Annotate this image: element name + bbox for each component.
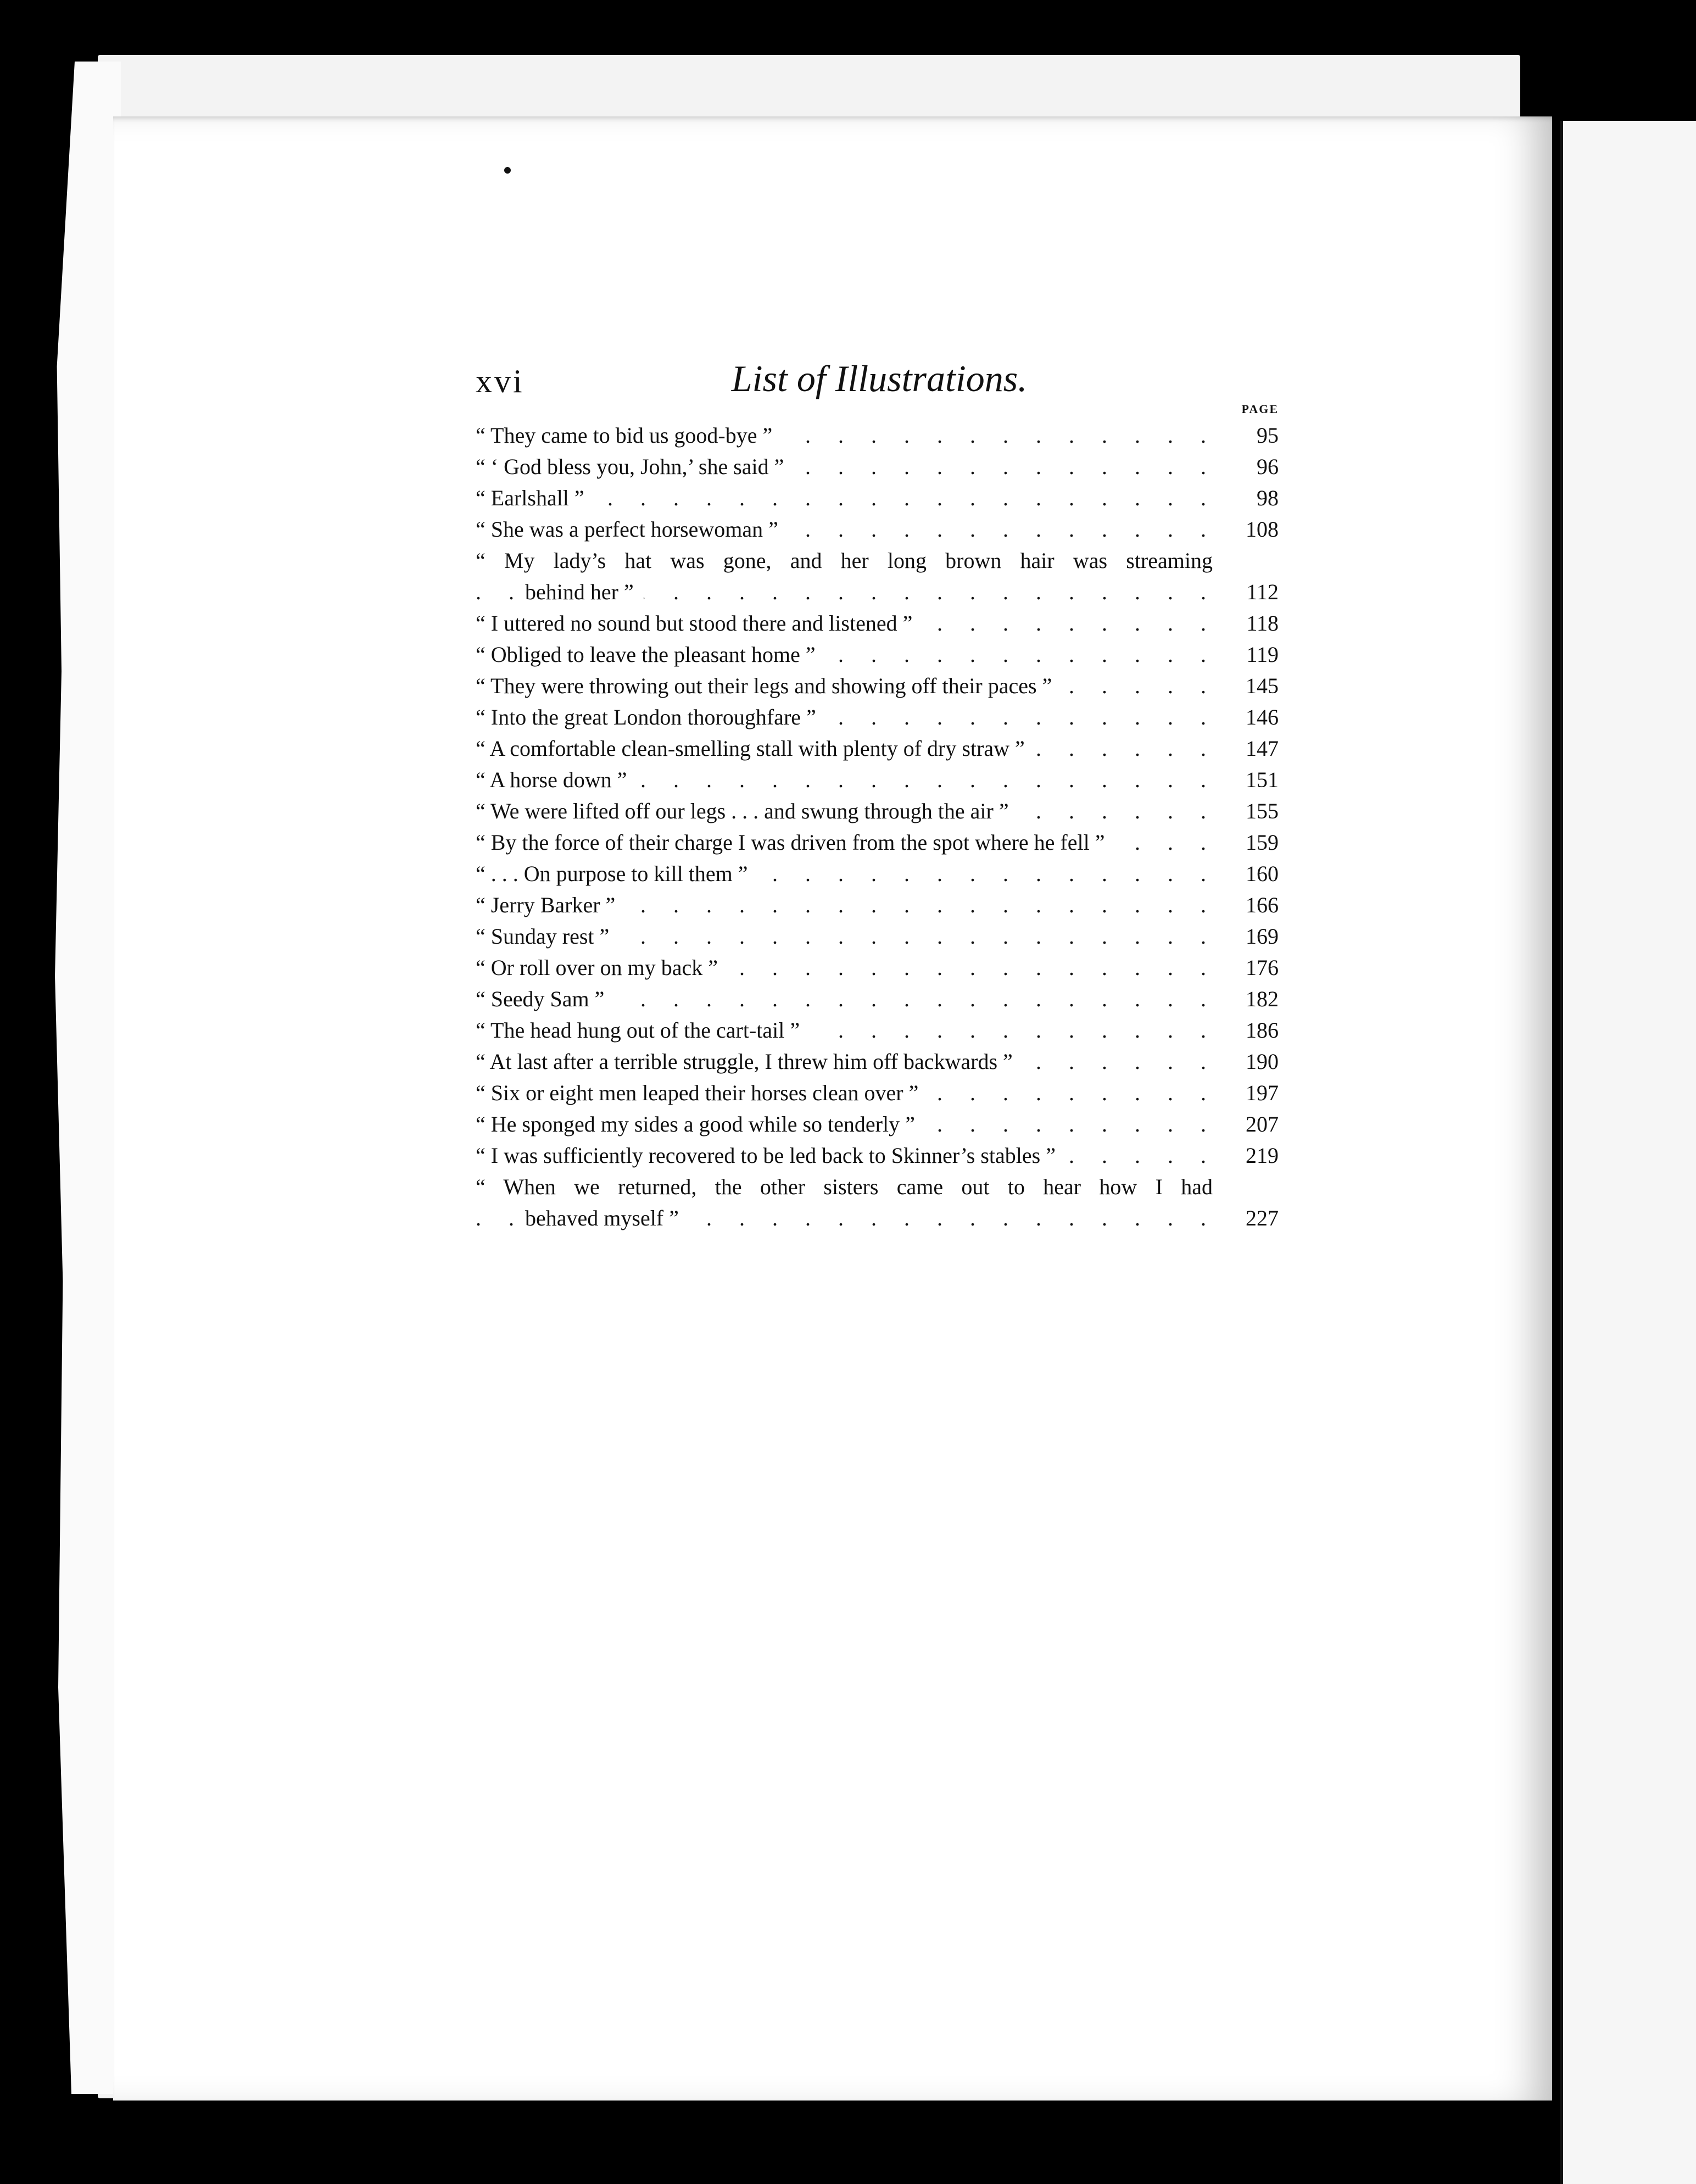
- illustration-caption: “ My lady’s hat was gone, and her long brown hair was streaming: [476, 545, 1213, 576]
- list-item: [476, 827, 1283, 858]
- page-number: 176: [1235, 952, 1279, 983]
- page-number: 95: [1235, 420, 1279, 451]
- list-item: [476, 639, 1283, 670]
- page-number: 145: [1235, 670, 1279, 701]
- list-item: [476, 952, 1283, 983]
- page-number: 159: [1235, 827, 1279, 858]
- page-number: 219: [1235, 1140, 1279, 1171]
- page-number: 155: [1235, 795, 1279, 827]
- list-item: [476, 545, 1283, 576]
- illustration-caption: “ By the force of their charge I was driven from the spot where he fell ”: [476, 830, 1114, 855]
- page-number: 96: [1235, 451, 1279, 482]
- illustration-caption: “ . . . On purpose to kill them ”: [476, 861, 757, 886]
- page-number: 119: [1235, 639, 1279, 670]
- list-item: [476, 420, 1283, 451]
- illustration-caption: “ Obliged to leave the pleasant home ”: [476, 642, 825, 667]
- illustration-caption: “ At last after a terrible struggle, I threw him off backwards ”: [476, 1049, 1023, 1074]
- list-item: [476, 1046, 1283, 1077]
- page-number: 151: [1235, 764, 1279, 795]
- illustrations-list: [476, 399, 1283, 1234]
- illustration-caption: “ A horse down ”: [476, 767, 637, 792]
- page-number: 112: [1235, 576, 1279, 608]
- running-title: List of Illustrations.: [731, 358, 1028, 399]
- illustration-caption: “ The head hung out of the cart-tail ”: [476, 1018, 810, 1043]
- page-number: 147: [1235, 733, 1279, 764]
- page-number: 182: [1235, 983, 1279, 1015]
- page-column-label: PAGE: [1241, 402, 1279, 416]
- illustration-caption: “ Into the great London thoroughfare ”: [476, 705, 826, 729]
- list-item: [476, 889, 1283, 921]
- page-number-folio: xvi: [476, 363, 525, 399]
- illustration-caption: “ We were lifted off our legs . . . and swung through the air ”: [476, 799, 1019, 823]
- illustration-caption: “ ‘ God bless you, John,’ she said ”: [476, 454, 794, 479]
- page-number: 118: [1235, 608, 1279, 639]
- illustration-caption: “ They came to bid us good-bye ”: [476, 423, 782, 448]
- illustration-caption: “ They were throwing out their legs and showing off their paces ”: [476, 673, 1062, 698]
- list-item: [476, 451, 1283, 482]
- page-number: 186: [1235, 1015, 1279, 1046]
- illustration-caption: “ Jerry Barker ”: [476, 893, 625, 917]
- list-item: [476, 795, 1283, 827]
- list-item: [476, 1108, 1283, 1140]
- list-item: [476, 701, 1283, 733]
- page-number: 108: [1235, 514, 1279, 545]
- illustration-caption: “ She was a perfect horsewoman ”: [476, 517, 788, 542]
- list-item: [476, 482, 1283, 514]
- list-item: [476, 1202, 1283, 1234]
- illustration-caption: behaved myself ”: [525, 1206, 689, 1230]
- illustration-caption: “ Earlshall ”: [476, 486, 594, 510]
- list-item: [476, 921, 1283, 952]
- list-item: [476, 514, 1283, 545]
- page-number: 227: [1235, 1202, 1279, 1234]
- page-number: 166: [1235, 889, 1279, 921]
- list-item: [476, 983, 1283, 1015]
- page-number: 190: [1235, 1046, 1279, 1077]
- list-item: [476, 670, 1283, 701]
- illustration-caption: “ When we returned, the other sisters came out to hear how I had: [476, 1171, 1213, 1202]
- facing-page-strip: [1560, 121, 1696, 2184]
- illustration-caption: “ Sunday rest ”: [476, 924, 619, 949]
- illustration-caption: “ Or roll over on my back ”: [476, 955, 728, 980]
- list-item: [476, 1077, 1283, 1108]
- illustration-caption: “ I uttered no sound but stood there and listened ”: [476, 611, 922, 636]
- list-item: [476, 1015, 1283, 1046]
- page-number: 98: [1235, 482, 1279, 514]
- ink-spot: [504, 167, 511, 174]
- list-item: [476, 1140, 1283, 1171]
- list-item: [476, 608, 1283, 639]
- page-number: 169: [1235, 921, 1279, 952]
- page-number: 207: [1235, 1108, 1279, 1140]
- illustration-caption: “ A comfortable clean-smelling stall with plenty of dry straw ”: [476, 736, 1035, 761]
- list-item: [476, 858, 1283, 889]
- illustration-caption: “ Six or eight men leaped their horses clean over ”: [476, 1080, 928, 1105]
- illustration-caption: “ I was sufficiently recovered to be led back to Skinner’s stables ”: [476, 1143, 1065, 1168]
- ragged-page-edge: [55, 62, 121, 2094]
- list-item: [476, 764, 1283, 795]
- page-number: 197: [1235, 1077, 1279, 1108]
- illustration-caption: “ He sponged my sides a good while so tenderly ”: [476, 1112, 925, 1136]
- list-item: [476, 576, 1283, 608]
- list-item: [476, 1171, 1283, 1202]
- illustration-caption: behind her ”: [525, 580, 644, 604]
- list-item: [476, 733, 1283, 764]
- entries-container: [476, 420, 1283, 1234]
- page-number: 160: [1235, 858, 1279, 889]
- page-number: 146: [1235, 701, 1279, 733]
- illustration-caption: “ Seedy Sam ”: [476, 987, 614, 1011]
